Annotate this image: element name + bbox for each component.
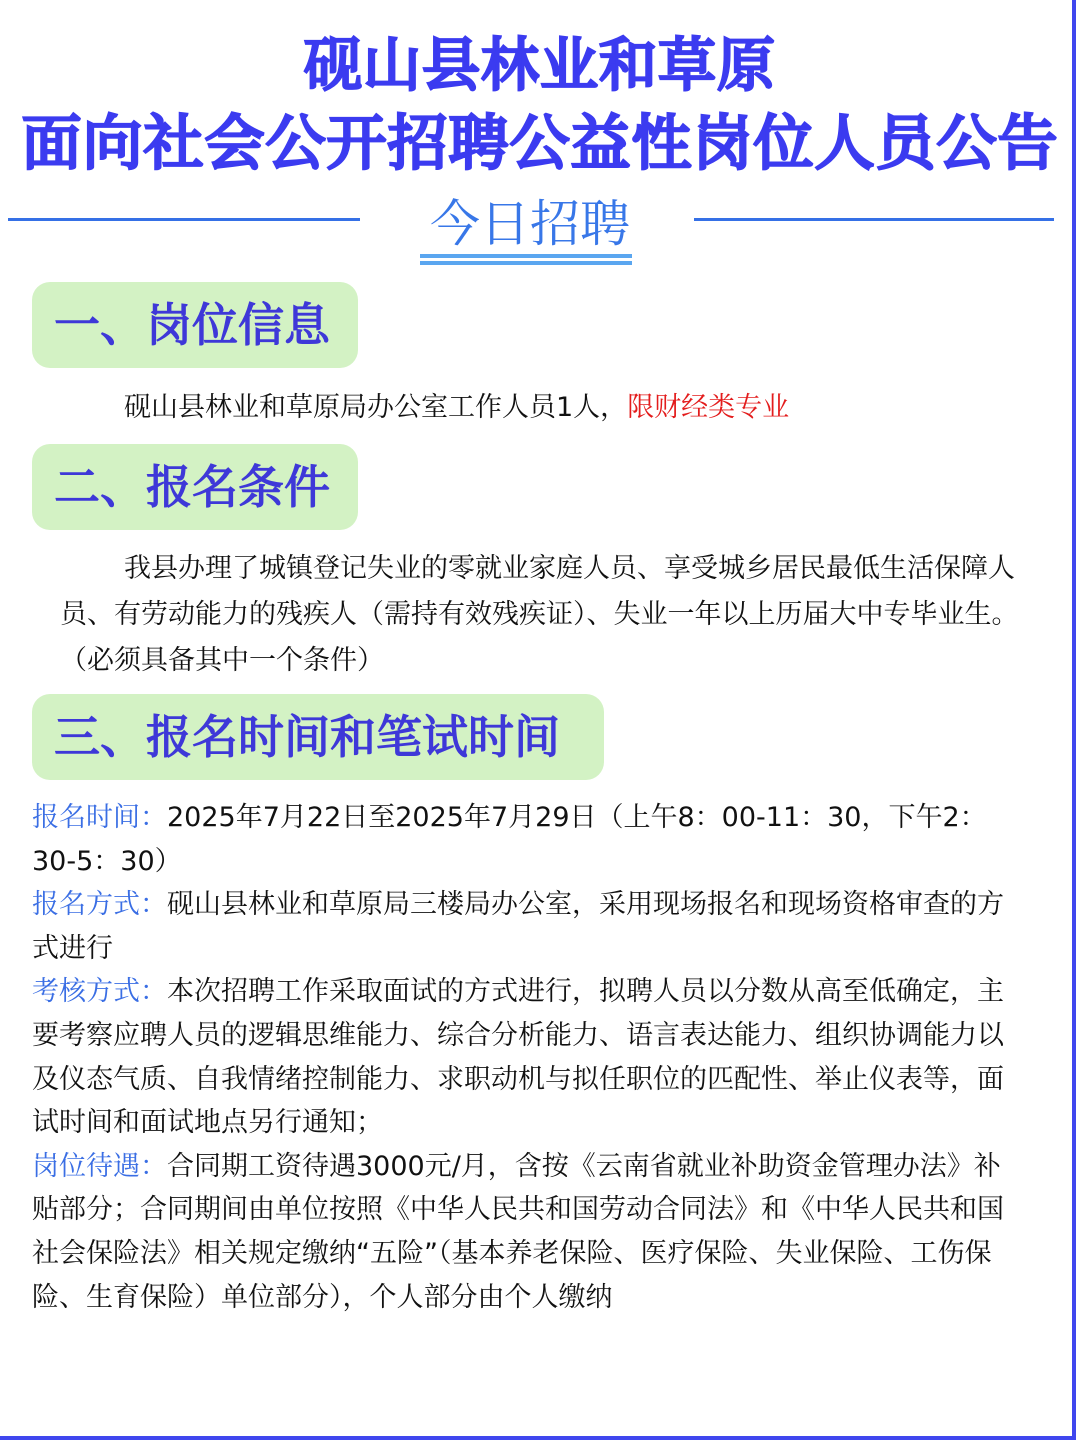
schedule-details [32, 796, 1012, 1319]
detail-registration-time [32, 796, 1012, 883]
detail-text: 本次招聘工作采取面试的方式进行，拟聘人员以分数从高至低确定，主要考察应聘人员的逻辑思维能力、综合分析能力、语言表达能力、组织协调能力以及仪态气质、自我情绪控制能力、求职动机与拟任职位的匹配性、举止仪表等，面试时间和面试地点另行通知； [32, 976, 1004, 1139]
conditions-text: 我县办理了城镇登记失业的零就业家庭人员、享受城乡居民最低生活保障人员、有劳动能力的残疾人（需持有效残疾证）、失业一年以上历届大中专毕业生。（必须具备其中一个条件） [60, 553, 1019, 676]
subtitle-underline [420, 254, 632, 258]
position-highlight: 限财经类专业 [627, 392, 790, 423]
page-title-line2: 面向社会公开招聘公益性岗位人员公告 [21, 109, 1059, 179]
page-title-line1: 砚山县林业和草原 [303, 31, 776, 99]
detail-assessment-method [32, 970, 1012, 1144]
detail-label: 岗位待遇： [32, 1150, 167, 1182]
detail-text: 合同期工资待遇3000元/月，含按《云南省就业补助资金管理办法》补贴部分；合同期间由单位按照《中华人民共和国劳动合同法》和《中华人民共和国社会保险法》相关规定缴纳“五险”（基本养老保险、医疗保险、失业保险、工伤保险、生育保险）单位部分），个人部分由个人缴纳 [32, 1150, 1004, 1313]
position-info [60, 388, 1040, 428]
detail-label: 报名方式： [32, 889, 167, 921]
section-heading-position: 一、岗位信息 [32, 282, 358, 368]
subtitle: 今日招聘 [430, 195, 630, 253]
detail-label: 考核方式： [32, 976, 167, 1008]
detail-registration-method [32, 883, 1012, 970]
divider-right [694, 218, 1054, 221]
subtitle-underline-second [420, 261, 632, 265]
detail-label: 报名时间： [32, 802, 167, 833]
detail-benefits [32, 1145, 1012, 1319]
position-text: 砚山县林业和草原局办公室工作人员1人， [124, 392, 628, 423]
divider-left [8, 218, 360, 221]
section-heading-conditions: 二、报名条件 [32, 444, 358, 530]
detail-text: 砚山县林业和草原局三楼局办公室，采用现场报名和现场资格审查的方式进行 [32, 889, 1004, 964]
detail-text: 2025年7月22日至2025年7月29日（上午8：00-11：30，下午2：30-5：30） [32, 802, 987, 877]
section-heading-schedule: 三、报名时间和笔试时间 [32, 694, 604, 780]
